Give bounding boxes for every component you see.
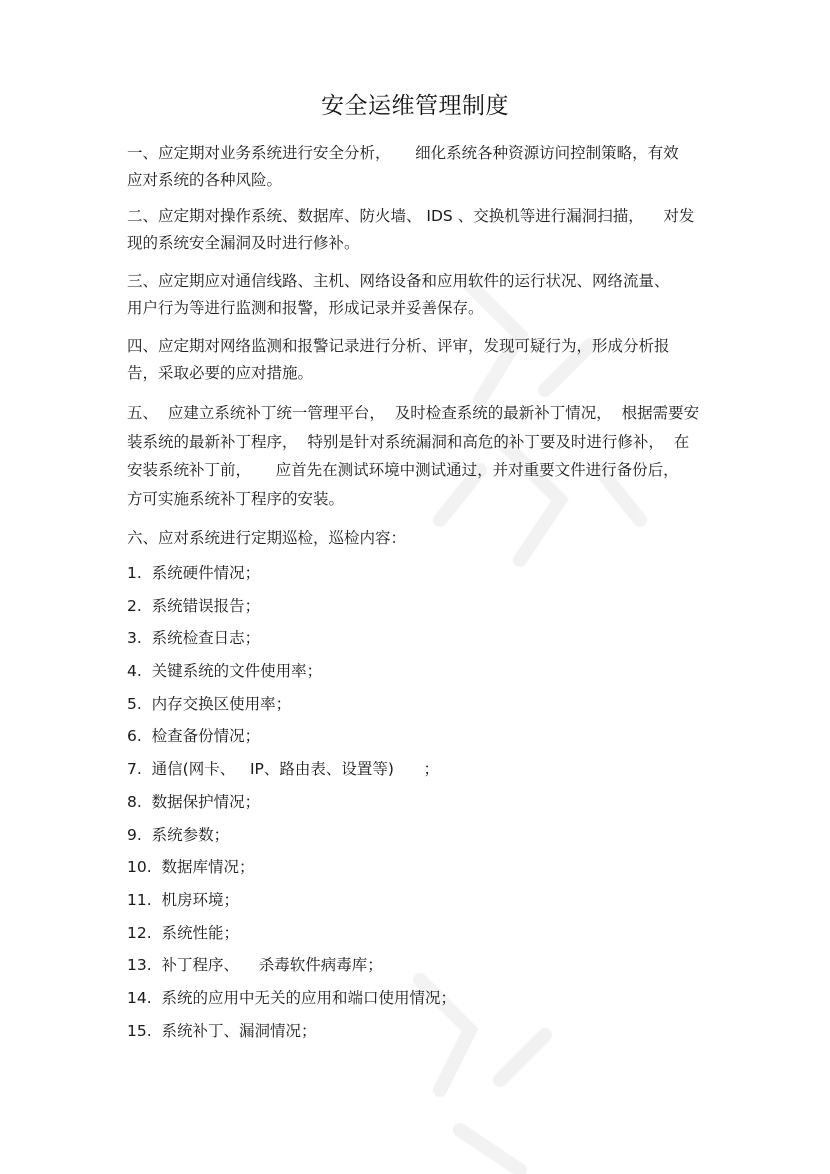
paragraph-4: 四、应定期对网络监测和报警记录进行分析、评审，发现可疑行为，形成分析报 告，采取必要的应对措施。 [127, 337, 670, 382]
paragraph-1: 一、应定期对业务系统进行安全分析， 细化系统各种资源访问控制策略，有效 应对系统的各种风险。 [127, 144, 679, 189]
paragraph-2: 二、应定期对操作系统、数据库、防火墙、 IDS 、交换机等进行漏洞扫描， 对发 现的系统安全漏洞及时进行修补。 [127, 207, 695, 252]
list-item: 5. 内存交换区使用率； [127, 694, 292, 713]
list-item: 11. 机房环境； [127, 890, 240, 909]
list-item: 10. 数据库情况； [127, 858, 255, 877]
inspection-list [127, 557, 727, 1047]
list-item: 14. 系统的应用中无关的应用和端口使用情况； [127, 988, 457, 1007]
list-item: 12. 系统性能； [127, 923, 240, 942]
list-item: 15. 系统补丁、漏洞情况； [127, 1021, 317, 1040]
list-item: 7. 通信(网卡、 IP、路由表、设置等) ； [127, 760, 439, 779]
paragraph-5: 五、 应建立系统补丁统一管理平台， 及时检查系统的最新补丁情况， 根据需要安 装系统的最新补丁程序， 特别是针对系统漏洞和高危的补丁要及时进行修补， 在 安装系统补丁前， 应首先在测试环境中测试通过，并对重要文件进行备份后， 方可实施系统补丁程序的安装。 [127, 404, 700, 508]
paragraph-6: 六、应对系统进行定期巡检，巡检内容： [127, 529, 407, 547]
list-item: 13. 补丁程序、 杀毒软件病毒库； [127, 956, 383, 975]
paragraph-3: 三、应定期应对通信线路、主机、网络设备和应用软件的运行状况、网络流量、 用户行为等进行监测和报警，形成记录并妥善保存。 [127, 272, 670, 317]
list-item: 8. 数据保护情况； [127, 792, 261, 811]
list-item: 6. 检查备份情况； [127, 727, 261, 746]
list-item: 2. 系统错误报告； [127, 596, 261, 615]
list-item: 4. 关键系统的文件使用率； [127, 662, 323, 681]
list-item: 3. 系统检查日志； [127, 629, 261, 648]
list-item: 9. 系统参数； [127, 825, 230, 844]
list-item: 1. 系统硬件情况； [127, 564, 261, 582]
document-title: 安全运维管理制度 [321, 93, 509, 119]
